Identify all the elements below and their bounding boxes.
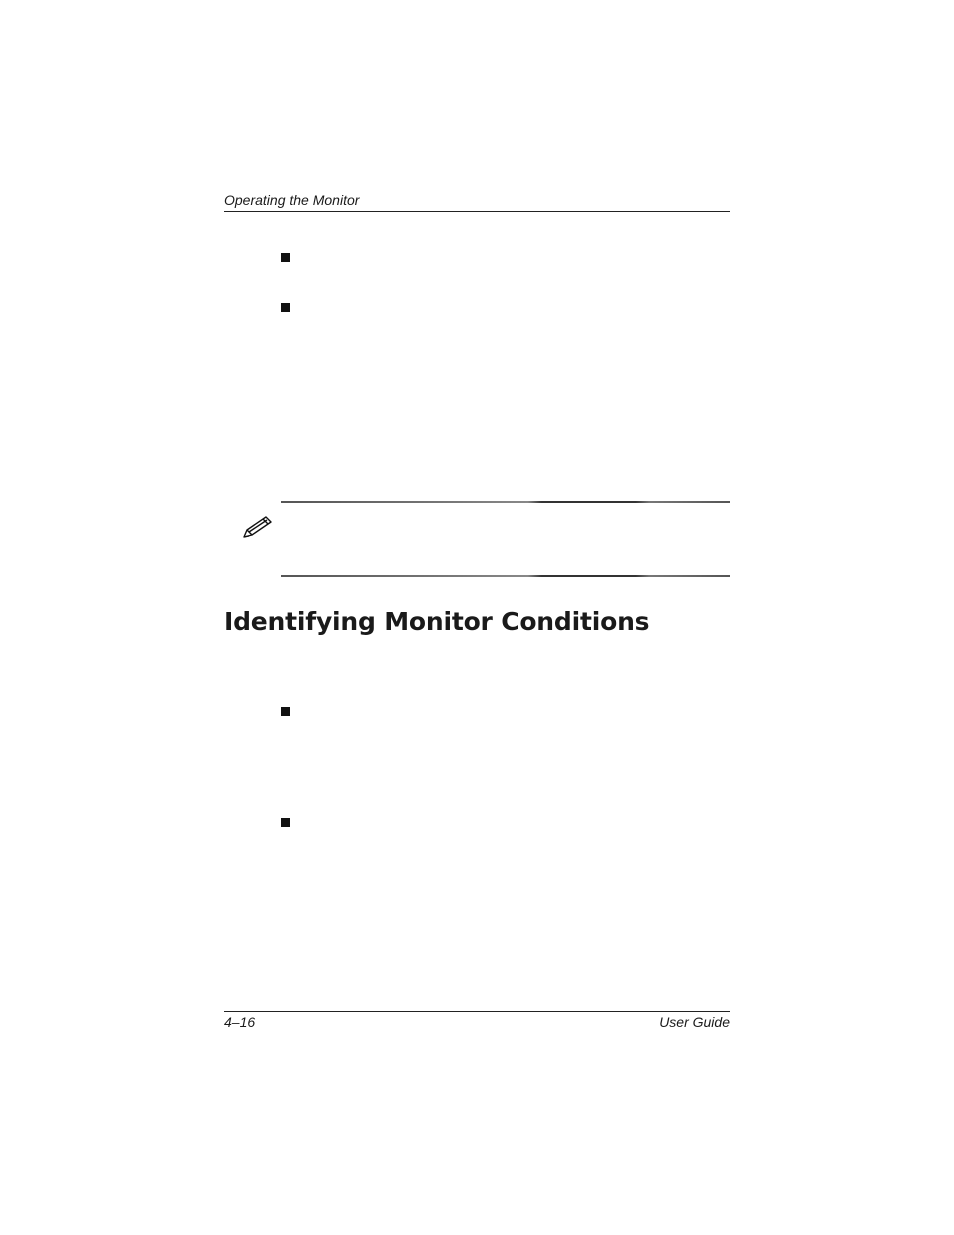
pencil-note-icon bbox=[240, 513, 276, 541]
section-heading: Identifying Monitor Conditions bbox=[224, 607, 650, 636]
note-bottom-rule bbox=[281, 575, 730, 577]
square-bullet-icon bbox=[281, 707, 290, 716]
footer-rule bbox=[224, 1011, 730, 1012]
running-header-title: Operating the Monitor bbox=[224, 192, 360, 208]
footer-guide-name: User Guide bbox=[659, 1014, 730, 1030]
square-bullet-icon bbox=[281, 303, 290, 312]
square-bullet-icon bbox=[281, 818, 290, 827]
page-number: 4–16 bbox=[224, 1014, 256, 1030]
square-bullet-icon bbox=[281, 253, 290, 262]
note-top-rule bbox=[281, 501, 730, 503]
header-rule bbox=[224, 211, 730, 212]
